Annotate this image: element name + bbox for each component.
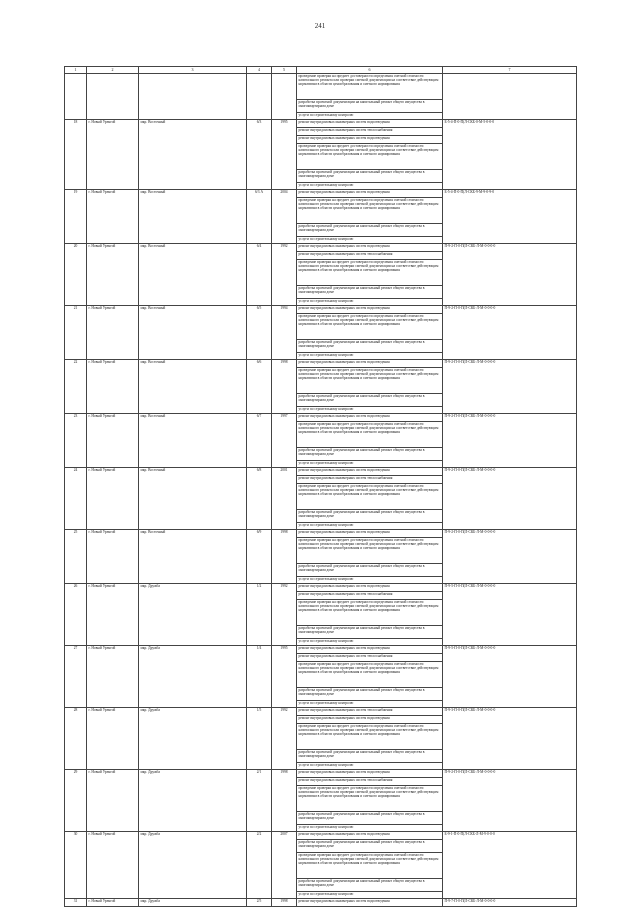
empty-cell (65, 74, 87, 120)
row-number-cell: 29 (65, 770, 87, 832)
row-number-cell: 28 (65, 708, 87, 770)
year-cell: 1995 (272, 646, 297, 708)
address-cell: мкр. Дружба (139, 646, 247, 708)
city-cell: г. Новый Уренгой (87, 244, 139, 306)
address-cell: мкр. Дружба (139, 584, 247, 646)
work-item-cell: проведение проверки на предмет достоверности определения сметной стоимости капитального ремонта или проверки сметной документации на соответствие действующим нормативам в области ценообразования и сметного нормирования (297, 368, 443, 394)
work-item-cell: услуги по строительному контролю (297, 299, 443, 306)
city-cell: г. Новый Уренгой (87, 360, 139, 414)
table-row (65, 414, 577, 422)
work-item-cell: проведение проверки на предмет достоверности определения сметной стоимости капитального ремонта или проверки сметной документации на соответствие действующим нормативам в области ценообразования и сметного нормирования (297, 538, 443, 564)
city-cell: г. Новый Уренгой (87, 832, 139, 899)
address-cell: мкр. Восточный (139, 244, 247, 306)
row-number-cell: 21 (65, 306, 87, 360)
col-header: 6 (297, 67, 443, 74)
work-item-cell: ремонт внутридомовых инженерных систем водоотведения (297, 136, 443, 144)
work-item-cell: ремонт внутридомовых инженерных систем теплоснабжения (297, 592, 443, 600)
work-item-cell: разработка проектной документации на капитальный ремонт общего имущества в многоквартирном доме (297, 812, 443, 825)
year-cell: 2001 (272, 468, 297, 530)
year-cell: 1997 (272, 414, 297, 468)
table-row (65, 770, 577, 778)
code-cell: П-9-2-П-0-П(Л-СКБ-Л-М-0-0-0-0 (443, 244, 577, 306)
work-item-cell: ремонт внутридомовых инженерных систем водоотведения (297, 190, 443, 198)
col-header: 1 (65, 67, 87, 74)
row-number-cell: 22 (65, 360, 87, 414)
year-cell: 2004 (272, 190, 297, 244)
year-cell: 1992 (272, 584, 297, 646)
work-item-cell: ремонт внутридомовых инженерных систем теплоснабжения (297, 128, 443, 136)
house-number-cell: 1/4 (247, 646, 272, 708)
city-cell: г. Новый Уренгой (87, 530, 139, 584)
house-number-cell: 6/3 (247, 120, 272, 190)
empty-cell (247, 74, 272, 120)
row-number-cell: 23 (65, 414, 87, 468)
code-cell: Б-5-4-П-0-П(Л-СКБ-9-М-9-0-9-0 (443, 190, 577, 244)
city-cell: г. Новый Уренгой (87, 190, 139, 244)
work-item-cell: разработка проектной документации на капитальный ремонт общего имущества в многоквартирном доме (297, 750, 443, 763)
col-header: 3 (139, 67, 247, 74)
work-item-cell: ремонт внутридомовых инженерных систем водоотведения (297, 646, 443, 654)
work-item-cell: услуги по строительному контролю (297, 701, 443, 708)
work-item-cell: услуги по строительному контролю (297, 763, 443, 770)
row-number-cell: 25 (65, 530, 87, 584)
house-number-cell: 6/5 (247, 306, 272, 360)
table-row (65, 584, 577, 592)
row-number-cell: 30 (65, 832, 87, 899)
table-row (65, 360, 577, 368)
work-item-cell: проведение проверки на предмет достоверности определения сметной стоимости капитального ремонта или проверки сметной документации на соответствие действующим нормативам в области ценообразования и сметного нормирования (297, 198, 443, 224)
table-row (65, 306, 577, 314)
year-cell: 1998 (272, 770, 297, 832)
address-cell: мкр. Восточный (139, 530, 247, 584)
work-item-cell: проведение проверки на предмет достоверности определения сметной стоимости капитального ремонта или проверки сметной документации на соответствие действующим нормативам в области ценообразования и сметного нормирования (297, 422, 443, 448)
work-item-cell: услуги по строительному контролю (297, 577, 443, 584)
table-row (65, 244, 577, 252)
work-item-cell: разработка проектной документации на капитальный ремонт общего имущества в многоквартирном доме (297, 688, 443, 701)
city-cell: г. Новый Уренгой (87, 584, 139, 646)
work-item-cell: услуги по строительному контролю (297, 892, 443, 899)
house-number-cell: 1/5 (247, 708, 272, 770)
work-item-cell: ремонт внутридомовых инженерных систем водоотведения (297, 584, 443, 592)
table-row (65, 708, 577, 716)
work-item-cell: ремонт внутридомовых инженерных систем теплоснабжения (297, 252, 443, 260)
city-cell: г. Новый Уренгой (87, 646, 139, 708)
work-item-cell: разработка проектной документации на капитальный ремонт общего имущества в многоквартирном доме (297, 394, 443, 407)
table-row (65, 530, 577, 538)
work-item-cell: разработка проектной документации на капитальный ремонт общего имущества в многоквартирном доме (297, 100, 443, 113)
code-cell: Б-9-1-П-0-П(Л-СКБ-Л-М-9-0-0-0 (443, 832, 577, 899)
empty-cell (87, 74, 139, 120)
work-item-cell: ремонт внутридомовых инженерных систем водоотведения (297, 530, 443, 538)
code-cell: П-9-2-П-0-П(Л-СКБ-Л-М-0-0-0-0 (443, 770, 577, 832)
work-item-cell: разработка проектной документации на капитальный ремонт общего имущества в многоквартирном доме (297, 564, 443, 577)
work-item-cell: ремонт внутридомовых инженерных систем водоотведения (297, 414, 443, 422)
page-number: 241 (314, 22, 326, 30)
work-item-cell: проведение проверки на предмет достоверности определения сметной стоимости капитального ремонта или проверки сметной документации на соответствие действующим нормативам в области ценообразования и сметного нормирования (297, 484, 443, 510)
work-item-cell: разработка проектной документации на капитальный ремонт общего имущества в многоквартирном доме (297, 879, 443, 892)
code-cell: П-9-2-П-0-П(Л-СКБ-Л-М-0-0-0-0 (443, 414, 577, 468)
work-item-cell: услуги по строительному контролю (297, 407, 443, 414)
work-item-cell: разработка проектной документации на капитальный ремонт общего имущества в многоквартирном доме (297, 286, 443, 299)
header-row (65, 67, 577, 74)
work-item-cell: услуги по строительному контролю (297, 461, 443, 468)
row-number-cell: 20 (65, 244, 87, 306)
year-cell: 1992 (272, 708, 297, 770)
work-item-cell: разработка проектной документации на капитальный ремонт общего имущества в многоквартирном доме (297, 626, 443, 639)
code-cell: П-9-2-П-0-П(Л-СКБ-Л-М-0-0-0-0 (443, 306, 577, 360)
empty-cell (272, 74, 297, 120)
code-cell: П-9-5-П-0-П(Л-СКБ-Л-М-0-0-0-0 (443, 646, 577, 708)
address-cell: мкр. Восточный (139, 306, 247, 360)
col-header: 5 (272, 67, 297, 74)
work-item-cell: ремонт внутридомовых инженерных систем водоотведения (297, 899, 443, 907)
city-cell: г. Новый Уренгой (87, 708, 139, 770)
house-number-cell: 2/1 (247, 770, 272, 832)
year-cell: 1998 (272, 899, 297, 907)
work-item-cell: услуги по строительному контролю (297, 639, 443, 646)
city-cell: г. Новый Уренгой (87, 414, 139, 468)
work-item-cell: проведение проверки на предмет достоверности определения сметной стоимости капитального ремонта или проверки сметной документации на соответствие действующим нормативам в области ценообразования и сметного нормирования (297, 786, 443, 812)
house-number-cell: 6/4 (247, 244, 272, 306)
house-number-cell: 6/9 (247, 530, 272, 584)
address-cell: мкр. Восточный (139, 190, 247, 244)
work-item-cell: ремонт внутридомовых инженерных систем водоотведения (297, 468, 443, 476)
house-number-cell: 6/7 (247, 414, 272, 468)
work-item-cell: разработка проектной документации на капитальный ремонт общего имущества в многоквартирном доме (297, 510, 443, 523)
work-item-cell: разработка проектной документации на капитальный ремонт общего имущества в многоквартирном доме (297, 340, 443, 353)
house-number-cell: 6/3 А (247, 190, 272, 244)
work-item-cell: проведение проверки на предмет достоверности определения сметной стоимости капитального ремонта или проверки сметной документации на соответствие действующим нормативам в области ценообразования и сметного нормирования (297, 853, 443, 879)
work-item-cell: услуги по строительному контролю (297, 353, 443, 360)
work-item-cell: ремонт внутридомовых инженерных систем теплоснабжения (297, 476, 443, 484)
table-row (65, 468, 577, 476)
house-number-cell: 6/8 (247, 468, 272, 530)
city-cell: г. Новый Уренгой (87, 468, 139, 530)
table-row (65, 120, 577, 128)
work-item-cell: ремонт внутридомовых инженерных систем водоотведения (297, 716, 443, 724)
year-cell: 1994 (272, 306, 297, 360)
row-number-cell: 31 (65, 899, 87, 907)
year-cell: 1998 (272, 530, 297, 584)
city-cell: г. Новый Уренгой (87, 899, 139, 907)
col-header: 7 (443, 67, 577, 74)
city-cell: г. Новый Уренгой (87, 120, 139, 190)
address-cell: мкр. Дружба (139, 832, 247, 899)
table-row (65, 74, 577, 100)
address-cell: мкр. Дружба (139, 708, 247, 770)
work-item-cell: ремонт внутридомовых инженерных систем теплоснабжения (297, 654, 443, 662)
work-item-cell: проведение проверки на предмет достоверности определения сметной стоимости капитального ремонта или проверки сметной документации на соответствие действующим нормативам в области ценообразования и сметного нормирования (297, 260, 443, 286)
work-item-cell: услуги по строительному контролю (297, 825, 443, 832)
housing-repair-table (64, 66, 577, 907)
work-item-cell: ремонт внутридомовых инженерных систем водоотведения (297, 360, 443, 368)
house-number-cell: 2/5 (247, 899, 272, 907)
work-item-cell: проведение проверки на предмет достоверности определения сметной стоимости капитального ремонта или проверки сметной документации на соответствие действующим нормативам в области ценообразования и сметного нормирования (297, 662, 443, 688)
house-number-cell: 2/2 (247, 832, 272, 899)
year-cell: 1995 (272, 120, 297, 190)
work-item-cell: ремонт внутридомовых инженерных систем водоотведения (297, 120, 443, 128)
city-cell: г. Новый Уренгой (87, 770, 139, 832)
work-item-cell: ремонт внутридомовых инженерных систем теплоснабжения (297, 778, 443, 786)
work-item-cell: разработка проектной документации на капитальный ремонт общего имущества в многоквартирном доме (297, 448, 443, 461)
work-item-cell: проведение проверки на предмет достоверности определения сметной стоимости капитального ремонта или проверки сметной документации на соответствие действующим нормативам в области ценообразования и сметного нормирования (297, 74, 443, 100)
address-cell: мкр. Восточный (139, 360, 247, 414)
work-item-cell: услуги по строительному контролю (297, 237, 443, 244)
year-cell: 2007 (272, 832, 297, 899)
work-item-cell: проведение проверки на предмет достоверности определения сметной стоимости капитального ремонта или проверки сметной документации на соответствие действующим нормативам в области ценообразования и сметного нормирования (297, 314, 443, 340)
work-item-cell: ремонт внутридомовых инженерных систем водоотведения (297, 770, 443, 778)
address-cell: мкр. Восточный (139, 120, 247, 190)
row-number-cell: 18 (65, 120, 87, 190)
code-cell: П-9-2-П-0-П(Л-СКБ-Л-М-0-0-0-0 (443, 360, 577, 414)
code-cell: П-9-3-П-0-П(Л-СКБ-Л-М-0-0-0-0 (443, 708, 577, 770)
work-item-cell: ремонт внутридомовых инженерных систем водоотведения (297, 244, 443, 252)
col-header: 4 (247, 67, 272, 74)
work-item-cell: услуги по строительному контролю (297, 113, 443, 120)
code-cell: Б-5-4-П-0-П(Л-СКБ-0-М-5-0-0-0 (443, 120, 577, 190)
empty-cell (139, 74, 247, 120)
table-row (65, 646, 577, 654)
row-number-cell: 19 (65, 190, 87, 244)
table-row (65, 899, 577, 907)
work-item-cell: разработка проектной документации на капитальный ремонт общего имущества в многоквартирном доме (297, 170, 443, 183)
address-cell: мкр. Дружба (139, 899, 247, 907)
row-number-cell: 24 (65, 468, 87, 530)
empty-cell (443, 74, 577, 120)
col-header: 2 (87, 67, 139, 74)
table-row (65, 832, 577, 840)
code-cell: П-9-2-П-0-П(Л-СКБ-Л-М-0-0-0-0 (443, 468, 577, 530)
work-item-cell: проведение проверки на предмет достоверности определения сметной стоимости капитального ремонта или проверки сметной документации на соответствие действующим нормативам в области ценообразования и сметного нормирования (297, 600, 443, 626)
table-row (65, 190, 577, 198)
work-item-cell: ремонт внутридомовых инженерных систем теплоснабжения (297, 708, 443, 716)
work-item-cell: услуги по строительному контролю (297, 183, 443, 190)
work-item-cell: разработка проектной документации на капитальный ремонт общего имущества в многоквартирном доме (297, 840, 443, 853)
house-number-cell: 6/6 (247, 360, 272, 414)
work-item-cell: услуги по строительному контролю (297, 523, 443, 530)
work-item-cell: ремонт внутридомовых инженерных систем водоотведения (297, 832, 443, 840)
work-item-cell: ремонт внутридомовых инженерных систем водоотведения (297, 306, 443, 314)
code-cell: П-9-5-П-0-П(Л-СКБ-Л-М-0-0-0-0 (443, 584, 577, 646)
address-cell: мкр. Восточный (139, 414, 247, 468)
address-cell: мкр. Восточный (139, 468, 247, 530)
row-number-cell: 27 (65, 646, 87, 708)
city-cell: г. Новый Уренгой (87, 306, 139, 360)
work-item-cell: разработка проектной документации на капитальный ремонт общего имущества в многоквартирном доме (297, 224, 443, 237)
row-number-cell: 26 (65, 584, 87, 646)
year-cell: 1992 (272, 244, 297, 306)
address-cell: мкр. Дружба (139, 770, 247, 832)
house-number-cell: 1/2 (247, 584, 272, 646)
code-cell: П-9-7-П-0-П(Л-СКБ-Л-М-0-0-0-0 (443, 899, 577, 907)
work-item-cell: проведение проверки на предмет достоверности определения сметной стоимости капитального ремонта или проверки сметной документации на соответствие действующим нормативам в области ценообразования и сметного нормирования (297, 724, 443, 750)
code-cell: П-9-2-П-0-П(Л-СКБ-Л-М-0-0-0-0 (443, 530, 577, 584)
work-item-cell: проведение проверки на предмет достоверности определения сметной стоимости капитального ремонта или проверки сметной документации на соответствие действующим нормативам в области ценообразования и сметного нормирования (297, 144, 443, 170)
year-cell: 1998 (272, 360, 297, 414)
